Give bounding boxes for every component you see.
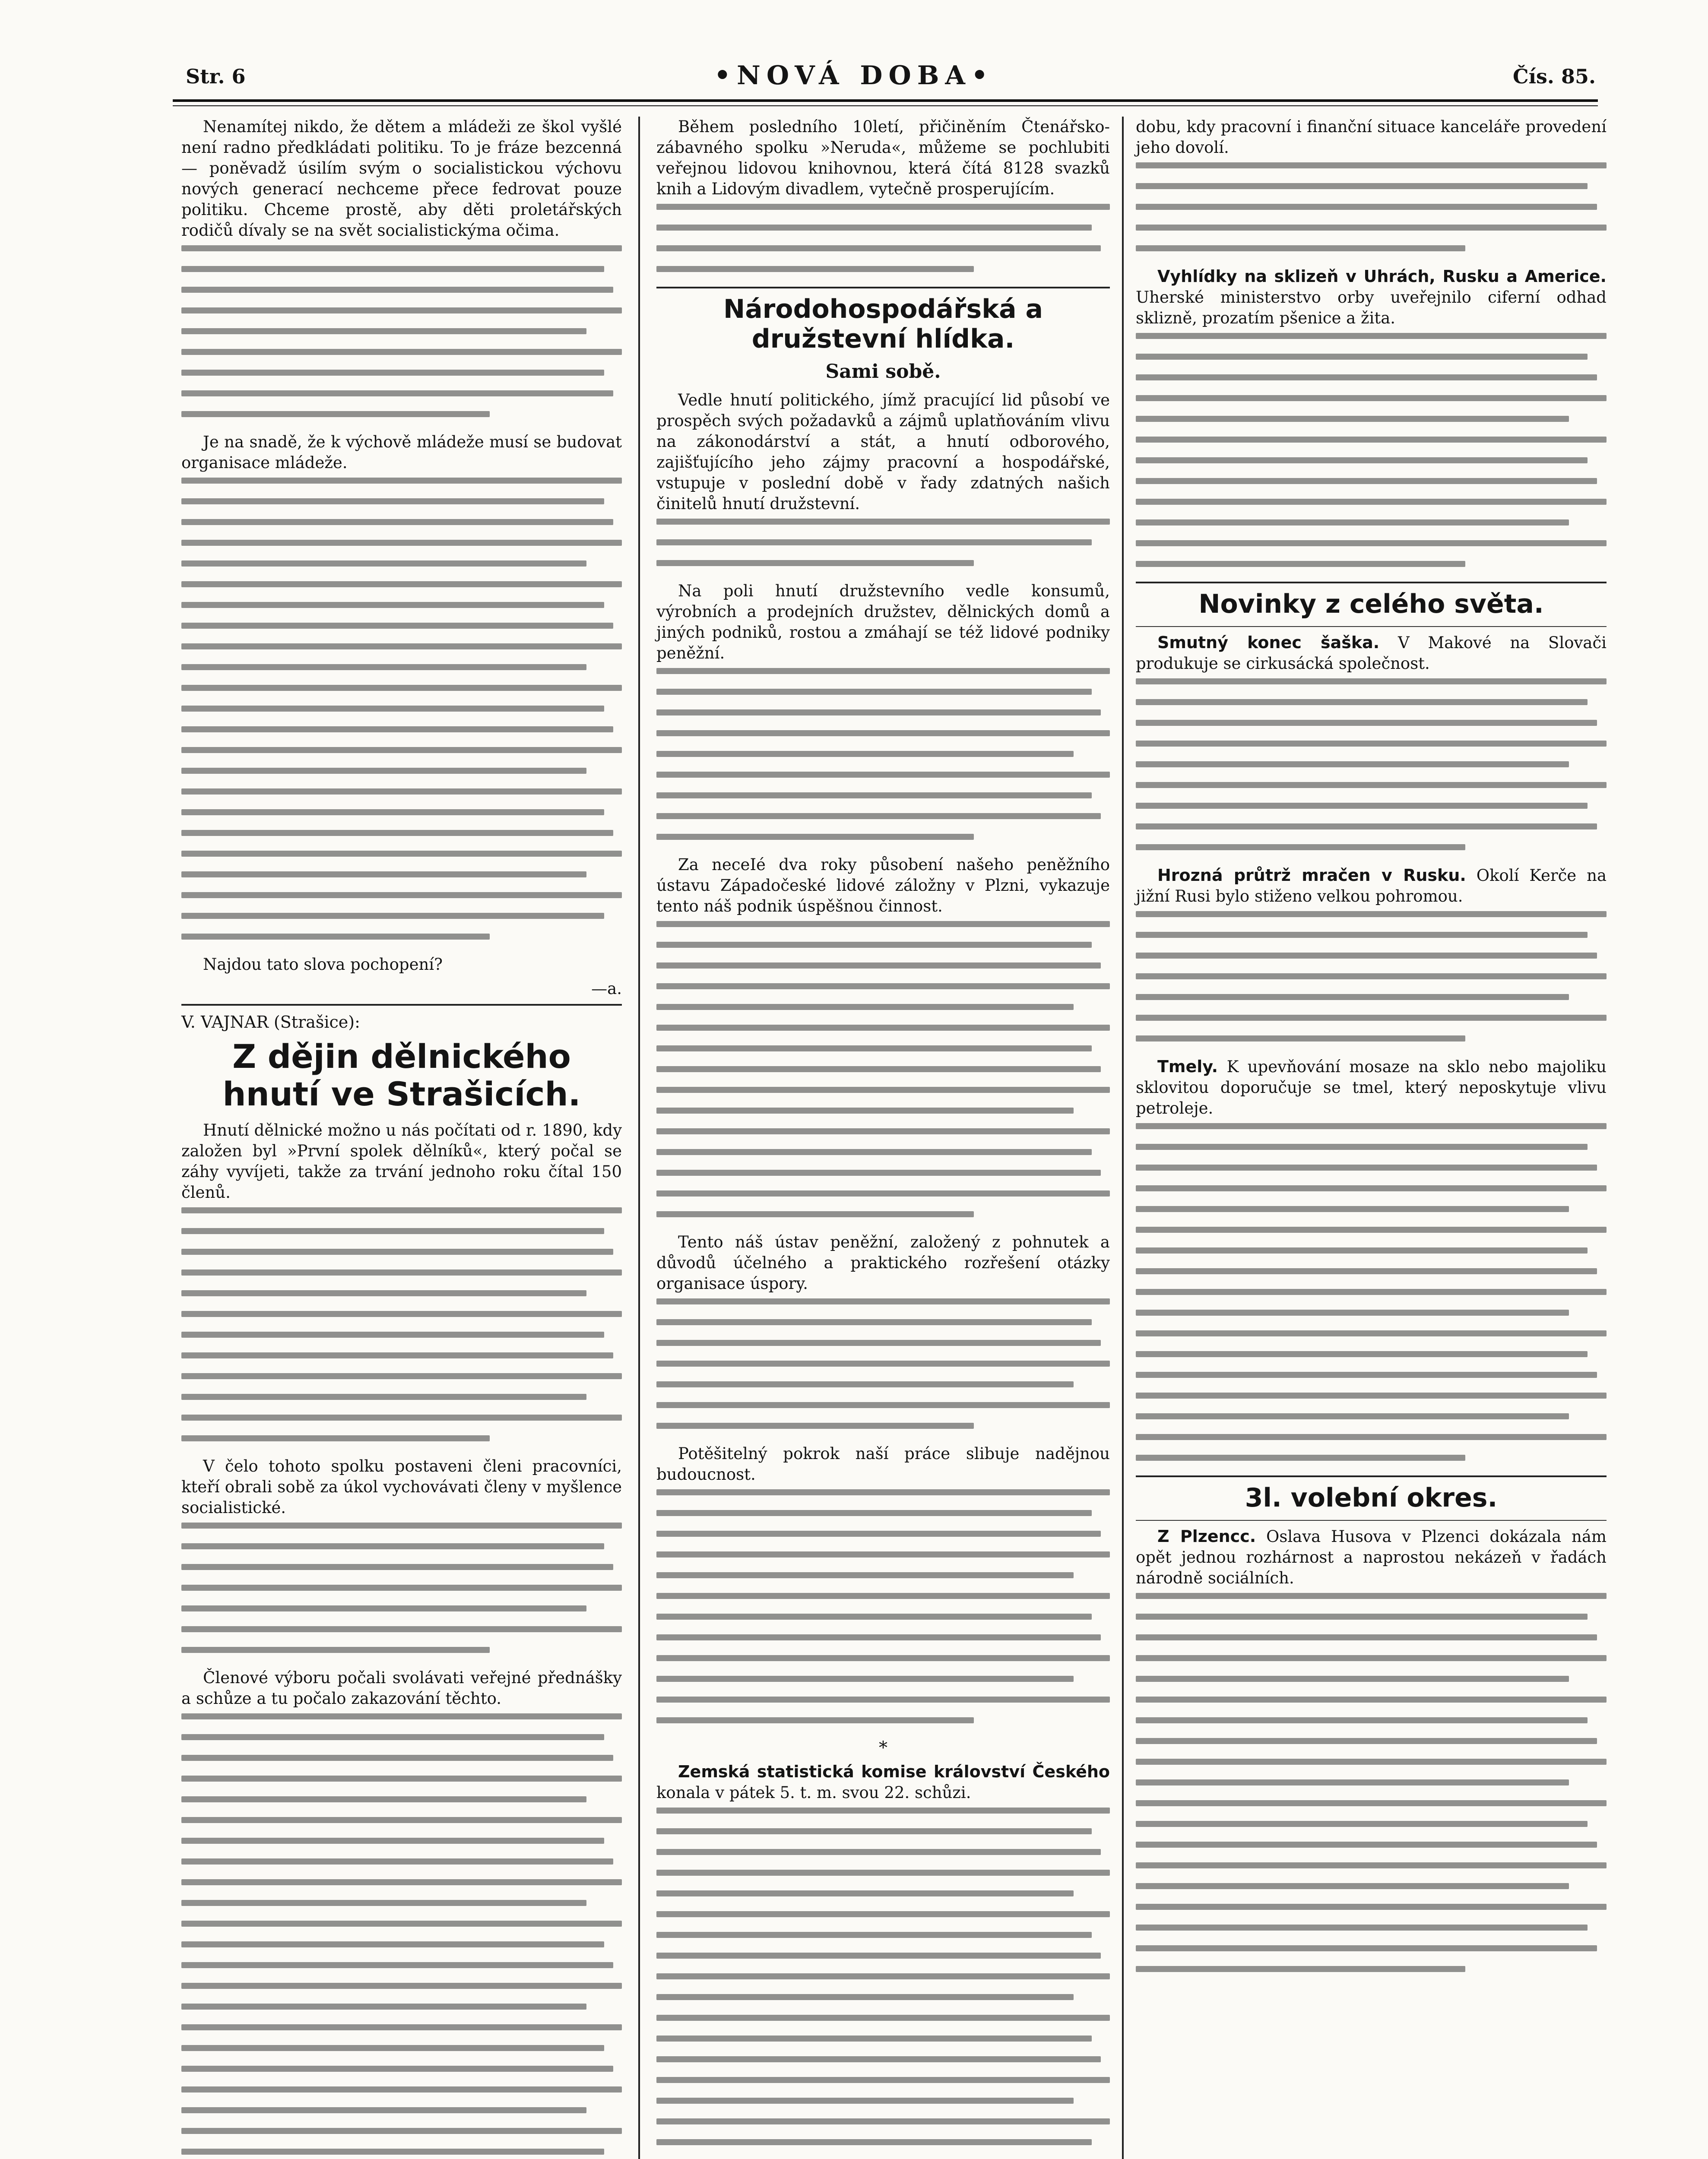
masthead	[0, 0, 1708, 99]
text-block	[1136, 1123, 1607, 1461]
page-number: Str. 6	[186, 65, 246, 88]
text-block	[181, 1207, 622, 1441]
news-item-1-text: V Makové na Slovači produkuje se cirkusácká společnost.	[1136, 633, 1607, 673]
section-paragraph-5: Potěšitelný pokrok naší práce slibuje nadějnou budoucnost.	[656, 1444, 1110, 1484]
text-block	[181, 478, 622, 940]
section-rule	[1136, 1475, 1607, 1477]
district-paragraph	[1136, 1526, 1607, 1589]
section-paragraph-3: Za neceIé dva roky působení našeho peněžního ústavu Západočeské lidové záložny v Plzni, vykazuje tento náš podnik úspěšnou činnost.	[656, 855, 1110, 915]
news-item-3-lead: Tmely.	[1157, 1057, 1218, 1076]
text-block	[181, 1523, 622, 1653]
library-paragraph: Během posledního 10letí, přičiněním Čtenářsko-zábavného spolku »Neruda«, můžeme se pochlubiti veřejnou lidovou knihovnou, která čítá 8128 svazků knih a Lidovým divadlem, vytečně prosperujícím.	[656, 117, 1110, 198]
issue-number: Čís. 85.	[1512, 65, 1596, 88]
text-block	[656, 519, 1110, 566]
harvest-text: Uherské ministerstvo orby uveřejnilo ciferní odhad sklizně, prozatím pšenice a žita.	[1136, 288, 1607, 327]
news-item-3-text: K upevňování mosaze na sklo nebo majoliku sklovitou doporučuje se tmel, který neposkytuje vlivu petroleje.	[1136, 1057, 1607, 1117]
article-headline: Z dějin dělnického hnutí ve Strašicích.	[222, 1037, 581, 1114]
article-paragraph-2: V čelo tohoto spolku postaveni členi pracovníci, kteří obrali sobě za úkol vychovávati členy v myšlence socialistické.	[181, 1456, 622, 1517]
text-block	[1136, 911, 1607, 1042]
intro-closing: Najdou tato slova pochopení?	[203, 955, 443, 974]
article-paragraph-1: Hnutí dělnické možno u nás počítati od r. 1890, kdy založen byl »První spolek dělníků«, který počal se záhy vyvíjeti, takže za trvání jednoho roku čítal 150 členů.	[181, 1121, 622, 1202]
byline: V. VAJNAR (Strašice):	[181, 1013, 360, 1032]
news-item-2	[1136, 865, 1607, 907]
text-block	[1136, 678, 1607, 850]
text-block	[181, 1713, 622, 2159]
stats-paragraph	[656, 1761, 1110, 1803]
masthead-rule-thin	[173, 105, 1598, 106]
intro-paragraph-1: Nenamítej nikdo, že dětem a mládeži ze škol vyšlé není radno předkládati politiku. To je fráze bezcenná — poněvadž úsilím svým o socialistickou výchovu nových generací nechceme přece fedrovat pouze politiku. Chceme prostě, aby děti proletářských rodičů dívaly se na svět socialistickýma očima.	[181, 117, 622, 240]
news-item-1-lead: Smutný konec šaška.	[1157, 633, 1380, 652]
text-block	[1136, 333, 1607, 567]
section-rule	[181, 1004, 622, 1006]
text-block	[181, 245, 622, 417]
text-block	[656, 921, 1110, 1217]
news-item-3	[1136, 1056, 1607, 1119]
news-item-2-text: Okolí Kerče na jižní Rusi bylo stiženo velkou pohromou.	[1136, 866, 1607, 905]
section-headline: Národohospodářská a družstevní hlídka.	[723, 294, 1043, 354]
column-divider	[638, 117, 640, 2159]
masthead-rule	[173, 99, 1598, 102]
news-item-2-lead: Hrozná průtrž mračen v Rusku.	[1157, 866, 1466, 885]
section-paragraph-1: Vedle hnutí politického, jímž pracující lid působí ve prospěch svých požadavků a zájmů uplatňováním vlivu na zákonodárství a stát, a hnutí odborového, zajišťujícího jeho zájmy pracovní a hospodářské, vstupuje v poslední době v řady zdatných našich činitelů hnutí družstevní.	[656, 390, 1110, 513]
text-block	[656, 1808, 1110, 2159]
section-rule-thin	[1136, 626, 1607, 627]
text-block	[1136, 162, 1607, 251]
column-3	[1136, 117, 1607, 1987]
district-headline: 3l. volební okres.	[1245, 1483, 1498, 1513]
text-block	[1136, 1593, 1607, 1972]
news-headline: Novinky z celého světa.	[1198, 589, 1544, 619]
text-block	[656, 1298, 1110, 1429]
text-block	[656, 204, 1110, 272]
district-lead: Z Plzencc.	[1157, 1527, 1256, 1546]
news-item-1	[1136, 632, 1607, 674]
section-paragraph-4: Tento náš ústav peněžní, založený z pohnutek a důvodů účelného a praktického rozřešení otázky organisace úspory.	[656, 1232, 1110, 1293]
continued-paragraph: dobu, kdy pracovní i finanční situace kanceláře provedení jeho dovolí.	[1136, 117, 1607, 157]
sub-headline: Sami sobě.	[825, 361, 941, 383]
section-rule	[1136, 582, 1607, 583]
harvest-lead: Vyhlídky na sklizeň v Uhrách, Rusku a Americe.	[1157, 267, 1607, 286]
section-rule-thin	[1136, 1520, 1607, 1521]
district-text: Oslava Husova v Plzenci dokázala nám opět jednou rozhárnost a naprostou nekázeň v řadách národně sociálních.	[1136, 1527, 1607, 1587]
intro-signature: —a.	[591, 979, 622, 998]
section-paragraph-2: Na poli hnutí družstevního vedle konsumů, výrobních a prodejních družstev, dělnických domů a jiných podniků, rostou a zmáhají se též lidové podniky peněžní.	[656, 581, 1110, 662]
column-divider	[1122, 117, 1124, 2159]
stats-lead: Zemská statistická komise království Českého	[678, 1762, 1110, 1781]
column-2	[656, 117, 1110, 2159]
harvest-paragraph	[1136, 266, 1607, 329]
section-rule	[656, 287, 1110, 288]
text-block	[656, 668, 1110, 840]
article-paragraph-3: Členové výboru počali svolávati veřejné přednášky a schůze a tu počalo zakazování těchto.	[181, 1668, 622, 1708]
newspaper-title: •NOVÁ DOBA•	[714, 60, 994, 91]
intro-paragraph-2: Je na snadě, že k výchově mládeže musí se budovat organisace mládeže.	[181, 433, 622, 472]
column-1	[181, 117, 622, 2159]
section-separator-star: *	[879, 1738, 887, 1758]
text-block	[656, 1489, 1110, 1723]
stats-text: konala v pátek 5. t. m. svou 22. schůzi.	[656, 1783, 971, 1802]
